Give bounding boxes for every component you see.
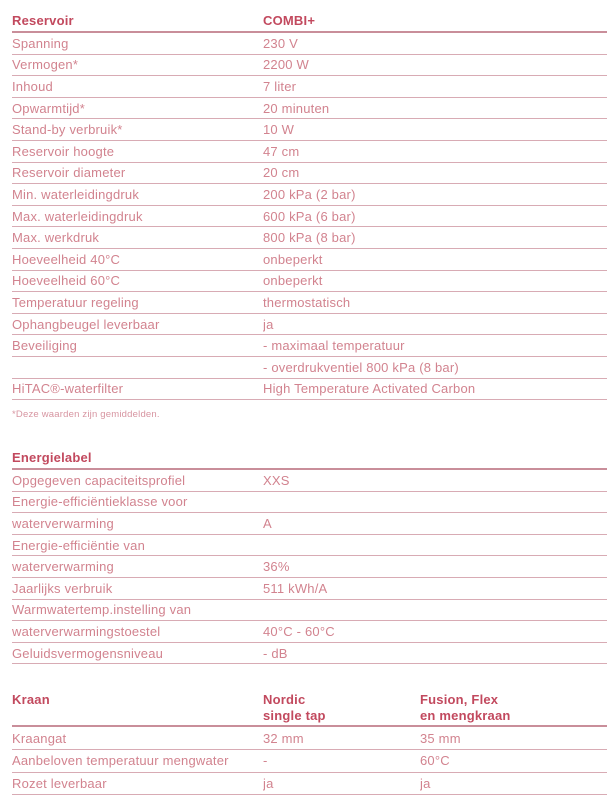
table-row: [12, 600, 607, 622]
row-label: Hoeveelheid 40°C: [12, 251, 121, 267]
row-label: Reservoir hoogte: [12, 143, 115, 159]
row-value: 600 kPa (6 bar): [263, 208, 356, 224]
kraan-column-nordic-line2: single tap: [263, 708, 326, 724]
kraan-table-header-row: [12, 689, 607, 727]
row-label: Vermogen*: [12, 57, 79, 73]
row-value-nordic: 32 mm: [263, 730, 304, 746]
energielabel-table: [12, 447, 607, 664]
table-row: [12, 163, 607, 185]
row-value: 2200 W: [263, 57, 310, 73]
row-value-fusion: ja: [420, 775, 431, 791]
row-value: 20 minuten: [263, 100, 330, 116]
table-row: [12, 141, 607, 163]
table-row: [12, 535, 607, 557]
kraan-column-nordic-line1: Nordic: [263, 692, 306, 708]
row-label: Ophangbeugel leverbaar: [12, 316, 160, 332]
row-label: Energie-efficiëntie van: [12, 537, 145, 553]
table-row: [12, 750, 607, 773]
row-value: onbeperkt: [263, 273, 323, 289]
table-row: [12, 727, 607, 750]
row-label: Opgegeven capaciteitsprofiel: [12, 472, 186, 488]
row-label: Jaarlijks verbruik: [12, 580, 113, 596]
row-label: Energie-efficiëntieklasse voor: [12, 494, 188, 510]
table-row: [12, 578, 607, 600]
table-row: [12, 357, 607, 379]
row-value: A: [263, 516, 272, 532]
table-row: [12, 55, 607, 77]
reservoir-table-column-title: COMBI+: [263, 13, 316, 28]
row-value: - overdrukventiel 800 kPa (8 bar): [263, 359, 459, 375]
row-value-nordic: ja: [263, 775, 274, 791]
row-value: ja: [263, 316, 274, 332]
reservoir-table: [12, 10, 607, 400]
energielabel-table-header-row: [12, 447, 607, 470]
row-value: 511 kWh/A: [263, 580, 328, 596]
kraan-table: [12, 689, 607, 795]
row-label: HiTAC®-waterfilter: [12, 381, 124, 397]
table-row: [12, 119, 607, 141]
table-row: [12, 249, 607, 271]
row-value: 200 kPa (2 bar): [263, 186, 356, 202]
table-row: [12, 621, 607, 643]
row-label: Beveiliging: [12, 338, 78, 354]
row-value: High Temperature Activated Carbon: [263, 381, 476, 397]
reservoir-table-header-row: [12, 10, 607, 33]
row-value-fusion: 60°C: [420, 753, 450, 769]
row-value: 7 liter: [263, 78, 297, 94]
row-label: Warmwatertemp.instelling van: [12, 602, 192, 618]
row-label: Min. waterleidingdruk: [12, 186, 140, 202]
row-label: Max. werkdruk: [12, 230, 100, 246]
row-value: - dB: [263, 645, 288, 661]
row-value: 10 W: [263, 122, 295, 138]
table-row: [12, 76, 607, 98]
table-row: [12, 314, 607, 336]
kraan-column-nordic-title: [263, 692, 420, 724]
row-value: 20 cm: [263, 165, 300, 181]
row-label: Reservoir diameter: [12, 165, 126, 181]
row-label: waterverwarmingstoestel: [12, 624, 161, 640]
row-label: Spanning: [12, 35, 69, 51]
kraan-column-fusion-line1: Fusion, Flex: [420, 692, 499, 708]
table-row: [12, 556, 607, 578]
table-row: [12, 773, 607, 796]
table-row: [12, 206, 607, 228]
table-row: [12, 184, 607, 206]
table-row: [12, 470, 607, 492]
row-value: 40°C - 60°C: [263, 624, 335, 640]
row-label: Rozet leverbaar: [12, 775, 107, 791]
averages-footnote: *Deze waarden zijn gemiddelden.: [12, 409, 160, 421]
table-row: [12, 292, 607, 314]
row-value: 47 cm: [263, 143, 300, 159]
kraan-column-fusion-title: [420, 692, 607, 724]
row-value: 36%: [263, 559, 290, 575]
kraan-column-fusion-line2: en mengkraan: [420, 708, 511, 724]
table-row: [12, 513, 607, 535]
table-row: [12, 335, 607, 357]
row-label: Aanbeloven temperatuur mengwater: [12, 753, 229, 769]
row-value-fusion: 35 mm: [420, 730, 461, 746]
row-label: waterverwarming: [12, 559, 114, 575]
table-row: [12, 98, 607, 120]
row-label: Hoeveelheid 60°C: [12, 273, 121, 289]
table-row: [12, 227, 607, 249]
row-value: 230 V: [263, 35, 298, 51]
table-row: [12, 33, 607, 55]
row-value: - maximaal temperatuur: [263, 338, 405, 354]
row-label: Max. waterleidingdruk: [12, 208, 143, 224]
table-row: [12, 643, 607, 665]
row-value-nordic: -: [263, 753, 268, 769]
energielabel-table-title: Energielabel: [12, 450, 92, 466]
table-row: [12, 492, 607, 514]
row-value: XXS: [263, 472, 290, 488]
reservoir-table-title: Reservoir: [12, 13, 74, 28]
kraan-table-title: Kraan: [12, 692, 50, 708]
row-label: Geluidsvermogensniveau: [12, 645, 164, 661]
row-value: onbeperkt: [263, 251, 323, 267]
table-row: [12, 379, 607, 401]
row-label: Inhoud: [12, 78, 53, 94]
row-label: Opwarmtijd*: [12, 100, 85, 116]
row-label: waterverwarming: [12, 516, 114, 532]
row-label: Stand-by verbruik*: [12, 122, 123, 138]
row-label: Kraangat: [12, 730, 67, 746]
row-value: 800 kPa (8 bar): [263, 230, 356, 246]
row-label: Temperatuur regeling: [12, 294, 139, 310]
table-row: [12, 271, 607, 293]
row-value: thermostatisch: [263, 294, 351, 310]
